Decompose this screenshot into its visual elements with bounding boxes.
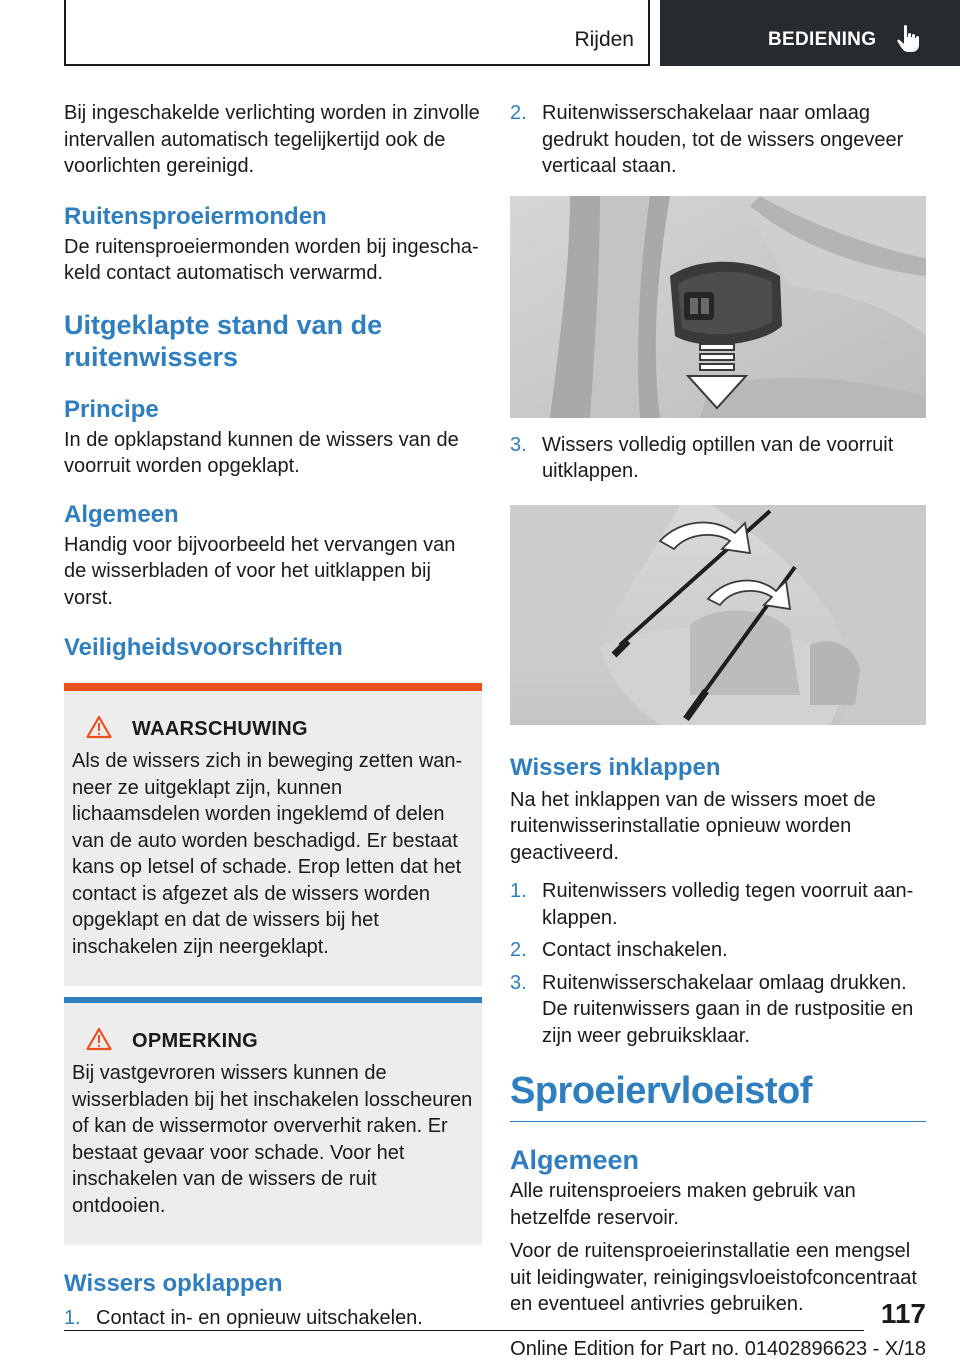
right-column	[510, 100, 926, 1318]
step-number: 1.	[510, 880, 527, 902]
warning-triangle-icon	[86, 715, 132, 744]
heading-algemeen-sproeiervloeistof: Algemeen	[510, 1145, 640, 1175]
step-number: 3.	[510, 433, 527, 456]
figure-wipers-lifted	[510, 505, 926, 725]
footer-edition: Online Edition for Part no. 01402896623 - X/18	[510, 1338, 926, 1360]
heading-ruitensproeiermonden: Ruitensproeiermonden	[64, 202, 327, 230]
paragraph-algemeen: Handig voor bijvoorbeeld het vervangen van de wisserbladen of voor het uitklappen bij vorst.	[64, 533, 456, 609]
list-item	[510, 100, 926, 180]
heading-principe: Principe	[64, 395, 159, 423]
intro-paragraph: Bij ingeschakelde verlichting worden in zinvolle intervallen automatisch tegelijkertijd ook de voorlichten gereinigd.	[64, 102, 480, 177]
note-title: OPMERKING	[132, 1030, 259, 1052]
heading-algemeen: Algemeen	[64, 500, 179, 528]
paragraph-principe: In de opklapstand kunnen de wissers van de voorruit worden opgeklapt.	[64, 428, 459, 477]
note-callout-header	[86, 1027, 474, 1056]
list-item	[510, 937, 926, 964]
page-number: 117	[880, 1298, 926, 1329]
header-chapter-label: BEDIENING	[768, 29, 877, 50]
step-number: 1.	[64, 1307, 81, 1329]
step-number: 2.	[510, 939, 527, 961]
warning-text: Als de wissers zich in beweging zetten wanneer ze uitgeklapt zijn, kunnen lichaamsdelen worden ingeklemd of delen van de auto worden beschadigd. Er bestaat kans op letsel of schade. Erop letten dat het contact is afgezet als de wissers worden opgeklapt en dat de wissers bij het inschakelen zijn neergeklapt.	[72, 750, 463, 958]
left-column	[64, 100, 482, 1332]
steps-opklappen-step3	[510, 432, 926, 485]
step-number: 3.	[510, 971, 527, 994]
list-item	[510, 878, 926, 931]
paragraph-algemeen-1: Alle ruitensproeiers maken gebruik van hetzelfde reservoir.	[510, 1180, 856, 1229]
warning-callout-header	[86, 715, 474, 744]
steps-inklappen	[510, 878, 926, 1049]
step-text: Wissers volledig optillen van de voorruit uitklappen.	[542, 433, 894, 482]
heading-uitgeklapte-stand: Uitgeklapte stand van de ruitenwissers	[64, 309, 383, 372]
step-text: Contact in- en opnieuw uitschakelen.	[96, 1307, 423, 1329]
figure-wiper-switch	[510, 196, 926, 418]
steps-opklappen	[64, 1305, 482, 1332]
note-callout	[64, 997, 482, 1245]
list-item	[510, 970, 926, 1050]
step-text: Contact inschakelen.	[542, 939, 728, 961]
page-header	[0, 0, 960, 66]
steps-opklappen-continued	[510, 100, 926, 180]
warning-triangle-icon	[86, 1027, 132, 1056]
list-item	[64, 1305, 482, 1332]
heading-wissers-opklappen: Wissers opklappen	[64, 1270, 283, 1297]
heading-sproeiervloeistof: Sproeiervloeistof	[510, 1069, 926, 1122]
header-section-tab	[64, 0, 650, 66]
paragraph-ruitensproeiermonden: De ruitensproeiermonden worden bij ingeschakeld contact automatisch verwarmd.	[64, 235, 479, 284]
heading-veiligheidsvoorschriften: Veiligheidsvoorschriften	[64, 634, 343, 661]
step-text: Ruitenwisserschakelaar naar omlaag gedrukt houden, tot de wissers ongeveer verticaal staan.	[542, 102, 904, 177]
footer-divider	[64, 1330, 864, 1331]
paragraph-algemeen-2: Voor de ruitensproeierinstallatie een mengsel uit leidingwater, reinigingsvloeistofconcentraat en eventueel antivries gebruiken.	[510, 1240, 917, 1315]
warning-title: WAARSCHUWING	[132, 718, 308, 740]
header-section-label: Rijden	[574, 28, 634, 51]
step-text: Ruitenwissers volledig tegen voorruit aanklappen.	[542, 880, 914, 929]
header-chapter-tab	[660, 0, 960, 66]
paragraph-inklappen: Na het inklappen van de wissers moet de ruitenwisserinstallatie opnieuw worden geactiveerd.	[510, 788, 876, 864]
step-number: 2.	[510, 102, 527, 124]
list-item	[510, 432, 926, 485]
warning-callout	[64, 683, 482, 986]
heading-wissers-inklappen: Wissers inklappen	[510, 753, 721, 781]
step-text: Ruitenwisserschakelaar omlaag drukken. De ruitenwissers gaan in de rustpositie en zijn weer gebruiksklaar.	[542, 971, 914, 1047]
note-text: Bij vastgevroren wissers kunnen de wisserbladen bij het inschakelen losscheuren of kan de wissermotor oververhit raken. Er bestaat gevaar voor schade. Voor het inschakelen van de wissers de ruit ontdooien.	[72, 1062, 473, 1217]
hand-pointer-icon	[896, 24, 922, 59]
